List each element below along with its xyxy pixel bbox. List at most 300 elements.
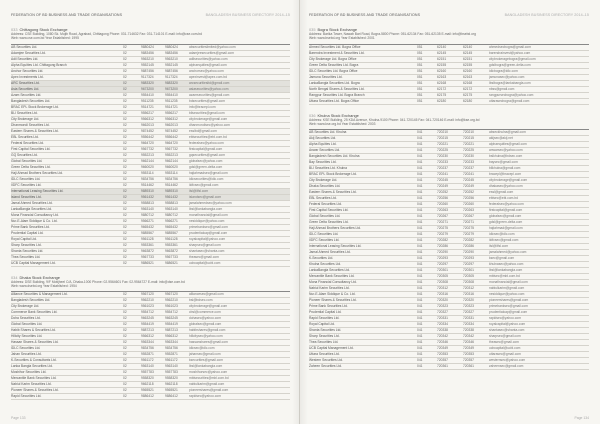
- section-contact-line: Address: DSE Building, 9/F Motijheel C/A, Dhaka-1000 Phone: 02-9564601 Fax: 02-9564727 E-mail: info@dse.com.bd: [11, 279, 185, 284]
- area-code: 041: [417, 160, 423, 165]
- area-code: 02: [123, 110, 127, 115]
- section-number: 034: [11, 274, 18, 280]
- member-name: Anwar Securities Ltd.: [309, 148, 341, 153]
- phone-number: 9883456: [141, 50, 154, 55]
- area-code: 02: [123, 206, 127, 211]
- fax-number: 720263: [463, 208, 475, 213]
- member-name: Pioneer Shares & Securities Ltd.: [309, 298, 357, 303]
- phone-number: 720353: [437, 352, 449, 357]
- fax-number: 9567732: [165, 146, 178, 151]
- fax-number: 62180: [463, 98, 473, 103]
- member-name: ARC Securities Ltd.: [11, 80, 40, 85]
- email-address: lbslbogra@lankabangla.com: [489, 80, 531, 85]
- area-code: 02: [123, 340, 127, 345]
- area-code: 051: [417, 56, 423, 61]
- email-address: abseckhulna@gmail.com: [489, 130, 526, 135]
- email-address: nabiulkarim@gmail.com: [489, 286, 525, 291]
- phone-number: 9554419: [141, 322, 154, 327]
- email-address: jamalahmed@yahoo.com: [489, 250, 527, 255]
- email-address: rapidsec@yahoo.com: [489, 316, 521, 321]
- area-code: 051: [417, 80, 423, 85]
- area-code: 02: [123, 152, 127, 157]
- email-address: sharpsec@gmail.com: [189, 242, 221, 247]
- phone-number: 9556217: [141, 110, 154, 115]
- phone-number: 720357: [437, 358, 449, 363]
- member-name: International Leasing Securities Ltd.: [309, 244, 362, 249]
- phone-number: 720260: [437, 202, 449, 207]
- phone-number: 9886521: [141, 260, 154, 265]
- fax-number: 720342: [463, 334, 475, 339]
- member-name: Global Securities Ltd.: [309, 214, 341, 219]
- phone-number: 720323: [437, 304, 449, 309]
- area-code: 02: [123, 224, 127, 229]
- area-code: 02: [123, 188, 127, 193]
- section-contact-line: Address: Barika Tower, Nawab Bari Road, Bogra-5800 Phone: 051-62134 Fax: 051-62135 E-mail: info@bsebd.org: [309, 32, 476, 36]
- email-address: idlcsec@idlc.com: [189, 346, 215, 351]
- area-code: 02: [123, 304, 127, 309]
- fax-number: 9563140: [165, 206, 178, 211]
- member-name: Ahmed Securities Ltd. Bogra Office: [309, 44, 361, 49]
- member-name: Uttara Securities Ltd. Bogra Office: [309, 98, 359, 103]
- member-name: Mona Financial Consultancy Ltd.: [11, 212, 59, 217]
- email-address: citybrokeragebogra@gmail.com: [489, 56, 536, 61]
- member-name: Island Securities Ltd.: [11, 194, 42, 199]
- email-address: adilsecurities@yahoo.com: [189, 56, 228, 61]
- email-address: nbss@gmail.com: [489, 86, 515, 91]
- area-code: 041: [417, 274, 423, 279]
- member-name: AB Securities Ltd.: [11, 44, 38, 49]
- member-name: Apex Investments Ltd.: [11, 74, 44, 79]
- email-address: gqsecurities@gmail.com: [189, 152, 225, 157]
- email-address: primebanksec@gmail.com: [189, 224, 228, 229]
- area-code: 041: [417, 304, 423, 309]
- area-code: 041: [417, 130, 423, 135]
- member-name: Eastern Shares & Securities Ltd.: [11, 128, 59, 133]
- area-code: 02: [123, 310, 127, 315]
- section-contact-line: Web: www.cse.com.bd Year Established: 1995: [11, 36, 79, 41]
- directory-sections: [11, 27, 290, 400]
- area-code: 02: [123, 194, 127, 199]
- area-code: 051: [417, 44, 423, 49]
- section-title: Chittagong Stock Exchange: [19, 27, 68, 32]
- email-address: ahmedsecbogra@gmail.com: [489, 44, 532, 49]
- member-name: Habib Shares & Securities Ltd.: [11, 328, 56, 333]
- member-name: LankaBangla Securities Ltd. Bogra: [309, 80, 360, 85]
- email-address: jamunasec@yahoo.com: [489, 74, 525, 79]
- fax-number: 720260: [463, 202, 475, 207]
- phone-number: 720271: [437, 220, 449, 225]
- member-name: Adil Securities Ltd.: [11, 56, 39, 61]
- phone-number: 62175: [437, 92, 447, 97]
- email-address: asiasecurities@yahoo.com: [189, 86, 229, 91]
- area-code: 041: [417, 316, 423, 321]
- fax-number: 9552213: [165, 152, 178, 157]
- email-address: lbsl@lankabangla.com: [189, 364, 223, 369]
- area-code: 02: [123, 358, 127, 363]
- fax-number: 9663245: [165, 316, 178, 321]
- member-name: Jamal Ahmed Securities Ltd.: [11, 200, 53, 205]
- fax-number: 62160: [463, 68, 473, 73]
- phone-number: 9834756: [141, 346, 154, 351]
- email-address: alphaequities@gmail.com: [489, 142, 527, 147]
- fax-number: 720256: [463, 196, 475, 201]
- email-address: blikhulna@gmail.com: [489, 166, 521, 171]
- fax-number: 62163: [463, 74, 473, 79]
- area-code: 02: [123, 122, 127, 127]
- member-name: Royal Capital Ltd.: [11, 236, 38, 241]
- phone-number: 720301: [437, 268, 449, 273]
- email-address: iidfcsec@gmail.com: [189, 182, 219, 187]
- email-address: hillcitysec@yahoo.com: [189, 334, 223, 339]
- email-address: eblsec@ebl.com.bd: [489, 196, 519, 201]
- member-name: Adamjee Securities Ltd.: [11, 50, 46, 55]
- phone-number: 9662118: [141, 382, 154, 387]
- email-address: prudentialcap@gmail.com: [489, 310, 528, 315]
- area-code: 02: [123, 248, 127, 253]
- area-code: 041: [417, 358, 423, 363]
- member-name: Federal Securities Ltd.: [11, 140, 44, 145]
- member-name: Alliance Securities & Management Ltd.: [11, 292, 68, 297]
- fax-number: 720293: [463, 256, 475, 261]
- member-name: Jamal Ahmed Securities Ltd.: [309, 250, 351, 255]
- area-code: 041: [417, 322, 423, 327]
- email-address: mblsec@mbl.com.bd: [489, 274, 520, 279]
- member-name: Rangpur Securities Ltd. Bogra Branch: [309, 92, 365, 97]
- fax-number: 9562210: [165, 298, 178, 303]
- fax-number: 9563344: [165, 340, 178, 345]
- fax-number: 720252: [463, 190, 475, 195]
- phone-number: 9552871: [141, 352, 154, 357]
- member-name: Royal Capital Ltd.: [309, 322, 336, 327]
- phone-number: 9834756: [141, 176, 154, 181]
- area-code: 02: [123, 236, 127, 241]
- fax-number: 9885567: [165, 230, 178, 235]
- email-address: ksecurities@gmail.com: [189, 358, 223, 363]
- area-code: 02: [123, 352, 127, 357]
- email-address: dhakasec@yahoo.com: [489, 184, 523, 189]
- member-name: Thea Securities Ltd.: [309, 340, 339, 345]
- phone-number: 9561432: [141, 194, 154, 199]
- phone-number: 9665432: [141, 224, 154, 229]
- member-name: IIDFC Securities Ltd.: [309, 238, 340, 243]
- area-code: 02: [123, 382, 127, 387]
- area-code: 041: [417, 244, 423, 249]
- phone-number: 9558813: [141, 200, 154, 205]
- member-name: Green Delta Securities Ltd.: [11, 164, 51, 169]
- email-address: akijsec@akij.net: [489, 136, 513, 141]
- email-address: federalsec@yahoo.com: [489, 202, 524, 207]
- area-code: 041: [417, 172, 423, 177]
- member-name: LankaBangla Securities Ltd.: [309, 268, 351, 273]
- email-address: citybrokerage@gmail.com: [189, 304, 228, 309]
- phone-number: 9662144: [141, 158, 154, 163]
- phone-number: 62172: [437, 86, 447, 91]
- phone-number: 9563140: [141, 206, 154, 211]
- table-row: [11, 394, 290, 400]
- phone-number: 720263: [437, 208, 449, 213]
- phone-number: 9117324: [141, 74, 154, 79]
- phone-number: 9567732: [141, 146, 154, 151]
- fax-number: 720210: [463, 130, 475, 135]
- phone-number: 62180: [437, 98, 447, 103]
- area-code: 041: [417, 166, 423, 171]
- fax-number: 720215: [463, 136, 475, 141]
- area-code: 02: [123, 376, 127, 381]
- phone-number: 720237: [437, 166, 449, 171]
- area-code: 02: [123, 86, 127, 91]
- area-code: 041: [417, 310, 423, 315]
- area-code: 041: [417, 154, 423, 159]
- phone-number: 9673200: [141, 86, 154, 91]
- table-row: [309, 99, 589, 105]
- email-address: jahansec@gmail.com: [189, 352, 221, 357]
- member-name: Green Delta Securities Ltd. Bogra: [309, 62, 359, 67]
- fax-number: 9511235: [165, 98, 178, 103]
- running-head-subtitle: BANGLADESH BUSINESS DIRECTORY 2014–15: [504, 13, 589, 17]
- fax-number: 9552871: [165, 352, 178, 357]
- email-address: citybrokerage@gmail.com: [489, 178, 528, 183]
- fax-number: 62172: [463, 86, 473, 91]
- area-code: 041: [417, 148, 423, 153]
- fax-number: 62151: [463, 56, 473, 61]
- phone-number: 9553361: [141, 242, 154, 247]
- section-contact-line: Web: www.bsebd.org Year Established: 2001: [309, 36, 375, 41]
- phone-number: 9887213: [141, 328, 154, 333]
- email-address: esslbd@gmail.com: [189, 128, 217, 133]
- member-name: Mercantile Bank Securities Ltd.: [309, 274, 355, 279]
- email-address: azamsecurities@gmail.com: [189, 92, 230, 97]
- area-code: 02: [123, 80, 127, 85]
- area-code: 02: [123, 328, 127, 333]
- member-name: First Capital Securities Ltd.: [309, 208, 349, 213]
- member-name: IDLC Securities Ltd.: [11, 176, 41, 181]
- area-code: 041: [417, 226, 423, 231]
- member-name: Rapid Securities Ltd.: [309, 316, 340, 321]
- member-name: City Brokerage Ltd.: [309, 178, 338, 183]
- member-name: Sharp Securities Ltd.: [11, 242, 42, 247]
- fax-number: 720286: [463, 244, 475, 249]
- running-head: [11, 11, 290, 19]
- member-name: BRAC EPL Stock Brokerage Ltd.: [309, 172, 357, 177]
- area-code: 02: [123, 128, 127, 133]
- fax-number: 9554712: [165, 310, 178, 315]
- email-address: globalsec@gmail.com: [489, 214, 522, 219]
- email-address: prudentialcap@gmail.com: [189, 230, 228, 235]
- area-code: 02: [123, 104, 127, 109]
- directory-sections: [309, 27, 589, 370]
- phone-number: 9556442: [141, 134, 154, 139]
- section-title: Dhaka Stock Exchange: [19, 274, 60, 280]
- member-name: BLI Securities Ltd.: [11, 110, 38, 115]
- section-contact-line: Address: CSE Building, 1080 Sk. Mujib Road, Agrabad, Chittagong Phone: 031-714632 Fax: 031-714101 E-mail: info@cse.com.bd: [11, 32, 203, 36]
- fax-number: 720349: [463, 346, 475, 351]
- member-name: Bangladesh Securities Ltd.: [11, 98, 51, 103]
- phone-number: 720279: [437, 232, 449, 237]
- email-address: theasec@gmail.com: [489, 340, 519, 345]
- member-name: Doha Securities Ltd.: [11, 316, 41, 321]
- email-address: barendrainvest@yahoo.com: [489, 50, 531, 55]
- phone-number: 720282: [437, 238, 449, 243]
- phone-number: 9557783: [141, 370, 154, 375]
- member-name: Barendra Investment & Securities Ltd.: [309, 50, 365, 55]
- fax-number: 720327: [463, 310, 475, 315]
- email-address: jamalahmedsec@yahoo.com: [189, 200, 232, 205]
- email-address: ksec@gmail.com: [489, 256, 515, 261]
- page-number: Page 134: [574, 416, 589, 420]
- fax-number: 9664720: [165, 140, 178, 145]
- email-address: bslkhulna@bdsec.com: [489, 154, 523, 159]
- phone-number: 9554410: [141, 92, 154, 97]
- fax-number: 720233: [463, 160, 475, 165]
- email-address: anchorsec@yahoo.com: [189, 68, 224, 73]
- area-code: 02: [123, 346, 127, 351]
- section-title: Khulna Stock Exchange: [317, 112, 359, 118]
- member-name: Hillcity Securities Ltd.: [11, 334, 43, 339]
- section-contact-line: Web: www.kse.org.bd Year Established: 2003: [309, 121, 376, 126]
- fax-number: 720361: [463, 364, 475, 369]
- email-address: primebanksec@gmail.com: [489, 304, 528, 309]
- section-contact-line: Address: KSE Building, 25 KDA Avenue, Khulna-9100 Phone: 041-720145 Fax: 041-720146 E-mail: info@kse.org.bd: [309, 117, 480, 122]
- area-code: 02: [123, 158, 127, 163]
- phone-number: 9563344: [141, 340, 154, 345]
- member-name: Zaheen Securities Ltd.: [309, 364, 342, 369]
- member-table: [309, 44, 589, 105]
- area-code: 02: [123, 146, 127, 151]
- area-code: 041: [417, 340, 423, 345]
- email-address: nabiulkarim@gmail.com: [189, 382, 225, 387]
- area-code: 02: [123, 176, 127, 181]
- member-name: Haji Ahmad Brothers Securities Ltd.: [11, 170, 64, 175]
- area-code: 02: [123, 242, 127, 247]
- fax-number: 720301: [463, 268, 475, 273]
- email-address: bdsecurities@gmail.com: [189, 98, 225, 103]
- phone-number: 9563140: [141, 364, 154, 369]
- member-name: EBL Securities Ltd.: [309, 196, 337, 201]
- area-code: 051: [417, 62, 423, 67]
- fax-number: 720331: [463, 316, 475, 321]
- area-code: 02: [123, 134, 127, 139]
- phone-number: 62155: [437, 62, 447, 67]
- running-head-title: FEDERATION OF BD BUSINESS AND TRADE ORGANISATIONS: [11, 13, 123, 17]
- area-code: 02: [123, 116, 127, 121]
- fax-number: 9886412: [165, 394, 178, 399]
- phone-number: 9514721: [141, 104, 154, 109]
- section-number: 036: [309, 112, 316, 118]
- fax-number: 9834756: [165, 346, 178, 351]
- phone-number: 720221: [437, 142, 449, 147]
- fax-number: 9561432: [165, 194, 178, 199]
- area-code: 02: [123, 230, 127, 235]
- area-code: 051: [417, 98, 423, 103]
- area-code: 041: [417, 232, 423, 237]
- fax-number: 9566312: [165, 116, 178, 121]
- phone-number: 9565521: [141, 388, 154, 393]
- phone-number: 9563210: [141, 56, 154, 61]
- fax-number: 9561172: [165, 358, 178, 363]
- phone-number: 720346: [437, 340, 449, 345]
- fax-number: 9563210: [165, 56, 178, 61]
- member-name: K-Securities & Consultants Ltd.: [11, 358, 57, 363]
- page-number: Page 133: [11, 416, 26, 420]
- email-address: uttarasec@gmail.com: [489, 352, 521, 357]
- fax-number: 62168: [463, 80, 473, 85]
- email-address: theasec@gmail.com: [189, 254, 219, 259]
- member-name: Western Securities Ltd.: [309, 358, 344, 363]
- phone-number: 62151: [437, 56, 447, 61]
- fax-number: 9514721: [165, 104, 178, 109]
- email-address: idlcsecurities@idlc.com: [189, 176, 224, 181]
- email-address: rangpursecbogra@yahoo.com: [489, 92, 534, 97]
- phone-number: 720210: [437, 130, 449, 135]
- email-address: lbsl@lankabangla.com: [489, 268, 523, 273]
- fax-number: 9660020: [165, 164, 178, 169]
- member-name: Hassan Shares & Securities Ltd.: [11, 340, 59, 345]
- email-address: monafinancial@gmail.com: [189, 212, 228, 217]
- area-code: 02: [123, 218, 127, 223]
- phone-number: 720320: [437, 298, 449, 303]
- email-address: gdslbogra@green-delta.com: [489, 62, 531, 67]
- phone-number: 720308: [437, 280, 449, 285]
- section-title: Bogra Stock Exchange: [317, 27, 358, 32]
- fax-number: 9566312: [165, 334, 178, 339]
- area-code: 041: [417, 136, 423, 141]
- area-code: 041: [417, 268, 423, 273]
- phone-number: 9511235: [141, 98, 154, 103]
- phone-number: 9552145: [141, 62, 154, 67]
- phone-number: 9664720: [141, 140, 154, 145]
- member-table: [309, 129, 589, 370]
- phone-number: 720225: [437, 148, 449, 153]
- phone-number: 9552213: [141, 152, 154, 157]
- member-name: Alpha Equities Ltd. Chittagong Branch: [11, 62, 67, 67]
- area-code: 041: [417, 292, 423, 297]
- fax-number: 720323: [463, 304, 475, 309]
- email-address: moshihorsec@yahoo.com: [189, 370, 228, 375]
- area-code: 041: [417, 208, 423, 213]
- phone-number: 9889310: [141, 188, 154, 193]
- section-number: 033: [11, 27, 18, 32]
- email-address: adamjeesecurities@gmail.com: [189, 50, 234, 55]
- phone-number: 9553114: [141, 170, 154, 175]
- phone-number: 62163: [437, 74, 447, 79]
- member-name: Jahan Securities Ltd.: [11, 352, 42, 357]
- phone-number: 720275: [437, 226, 449, 231]
- member-name: Mona Financial Consultancy Ltd.: [309, 280, 357, 285]
- fax-number: 720312: [463, 286, 475, 291]
- area-code: 041: [417, 178, 423, 183]
- phone-number: 9554712: [141, 310, 154, 315]
- fax-number: 720353: [463, 352, 475, 357]
- member-name: K-Securities Ltd.: [309, 256, 334, 261]
- email-address: gdsl@green-delta.com: [489, 220, 523, 225]
- area-code: 02: [123, 298, 127, 303]
- member-table: [11, 291, 290, 400]
- member-name: Khulna Securities Ltd.: [309, 262, 342, 267]
- area-code: 041: [417, 256, 423, 261]
- member-name: Nur-E-Alam Siddique & Co. Ltd.: [309, 292, 356, 297]
- member-name: Bay Securities Ltd.: [309, 160, 337, 165]
- fax-number: 9117324: [165, 74, 178, 79]
- fax-number: 720249: [463, 184, 475, 189]
- area-code: 02: [123, 364, 127, 369]
- email-address: blisecurities@gmail.com: [189, 110, 225, 115]
- email-address: ilsl@ilfsl.com: [489, 244, 509, 249]
- fax-number: 9662013: [165, 122, 178, 127]
- fax-number: 9514462: [165, 182, 178, 187]
- email-address: iidfcsec@gmail.com: [489, 238, 519, 243]
- phone-number: 62160: [437, 68, 447, 73]
- area-code: 02: [123, 322, 127, 327]
